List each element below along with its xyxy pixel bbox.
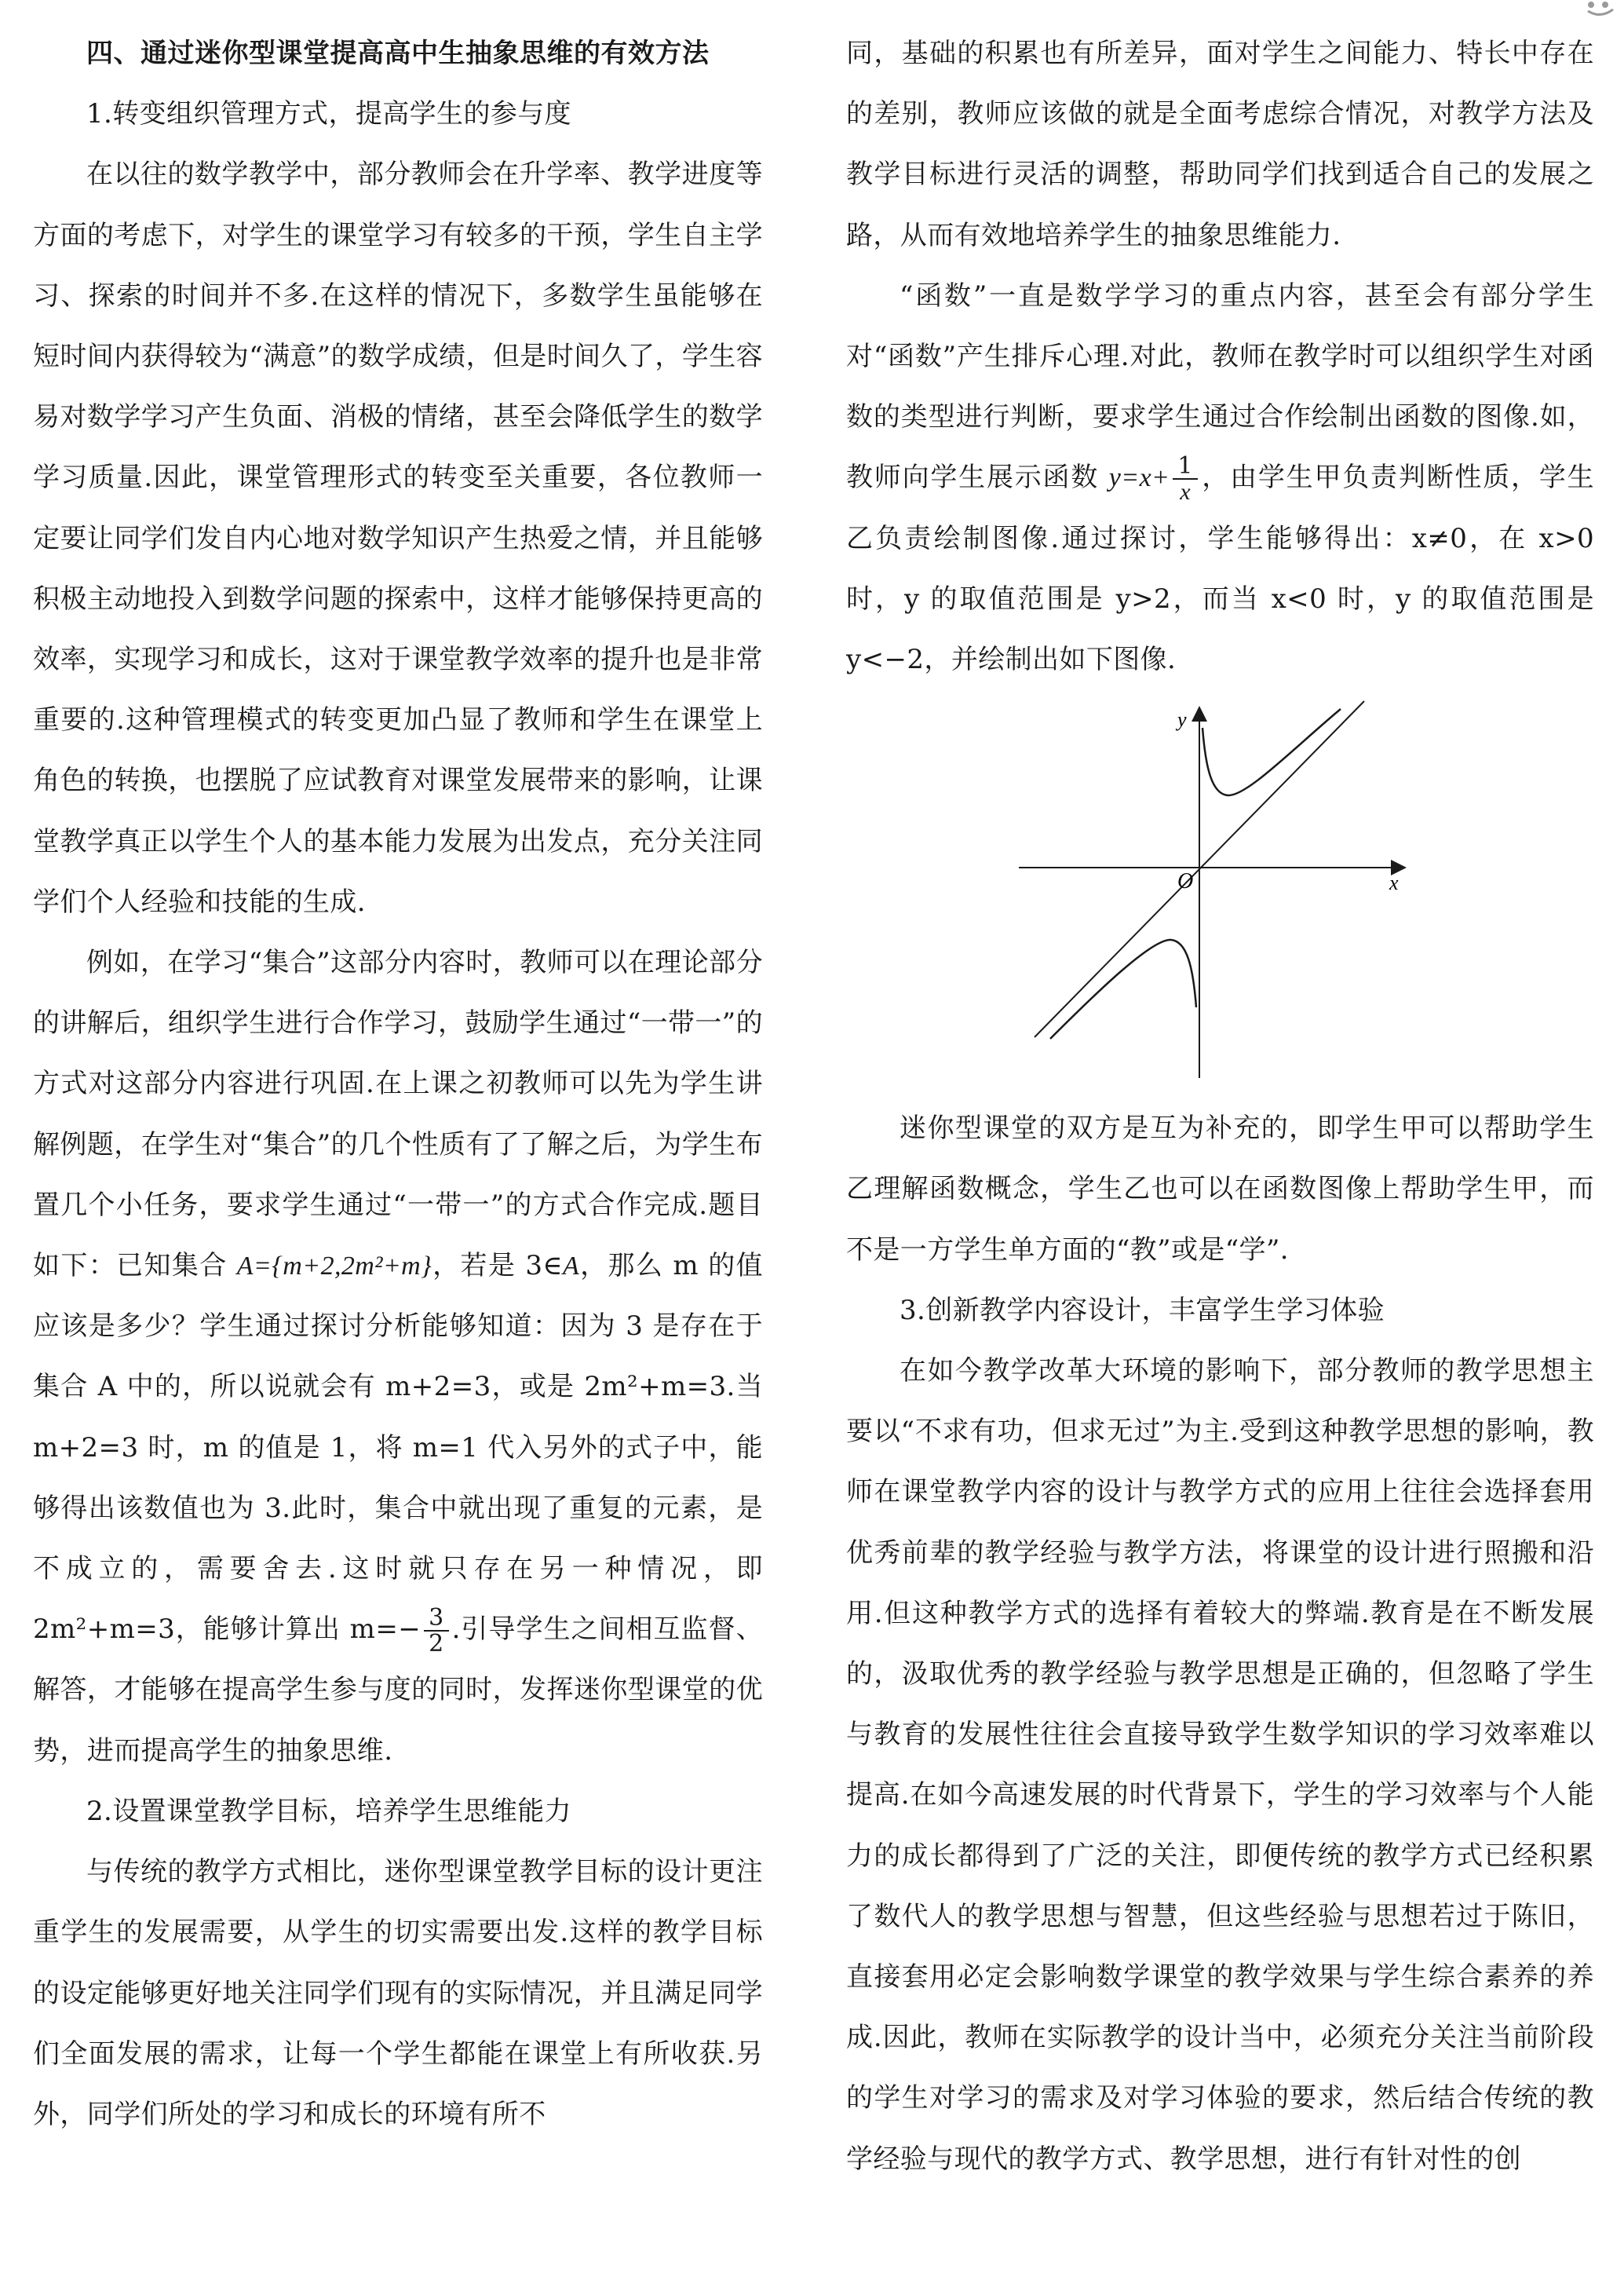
function-graph xyxy=(846,690,1594,1098)
function-graph-svg xyxy=(1011,693,1419,1086)
paragraph-5-text-a: “函数”一直是数学学习的重点内容，甚至会有部分学生对“函数”产生排斥心理.对此，教师在教学时可以组织学生对函数的类型进行判断，要求学生通过合作绘制出函数的图像.如，教师向学生展示函数 xyxy=(846,280,1594,494)
paragraph-3: 与传统的教学方式相比，迷你型课堂教学目标的设计更注重学生的发展需要，从学生的切实需要出发.这样的教学目标的设定能够更好地关注同学们现有的实际情况，并且满足同学们全面发展的需求，让每一个学生都能在课堂上有所收获.另外，同学们所处的学习和成长的环境有所不 xyxy=(33,1856,763,2130)
paragraph-4: 同，基础的积累也有所差异，面对学生之间能力、特长中存在的差别，教师应该做的就是全面考虑综合情况，对教学方法及教学目标进行灵活的调整，帮助同学们找到适合自己的发展之路，从而有效地培养学生的抽象思维能力. xyxy=(846,38,1594,251)
set-expression: A={m+2,2m²+m} xyxy=(236,1252,432,1281)
fraction-denominator: x xyxy=(1180,479,1192,506)
x-axis-label: x xyxy=(1389,872,1399,895)
origin-label: O xyxy=(1177,869,1194,894)
paragraph-5 xyxy=(846,266,1594,690)
paragraph-5-text-b: ，由学生甲负责判断性质，学生乙负责绘制图像.通过探讨，学生能够得出：x≠0，在 x>0 时，y 的取值范围是 y>2，而当 x<0 时，y 的取值范围是 y<−2，并绘制出如下图像. xyxy=(846,462,1594,676)
set-name: A xyxy=(562,1252,580,1281)
curve-left-branch xyxy=(1050,940,1196,1039)
paragraph-1: 在以往的数学教学中，部分教师会在升学率、教学进度等方面的考虑下，对学生的课堂学习有较多的干预，学生自主学习、探索的时间并不多.在这样的情况下，多数学生虽能够在短时间内获得较为“满意”的数学成绩，但是时间久了，学生容易对数学学习产生负面、消极的情绪，甚至会降低学生的数学学习质量.因此，课堂管理形式的转变至关重要，各位教师一定要让同学们发自内心地对数学知识产生热爱之情，并且能够积极主动地投入到数学问题的探索中，这样才能够保持更高的效率，实现学习和成长，这对于课堂教学效率的提升也是非常重要的.这种管理模式的转变更加凸显了教师和学生在课堂上角色的转换，也摆脱了应试教育对课堂发展带来的影响，让课堂教学真正以学生个人的基本能力发展为出发点，充分关注同学们个人经验和技能的生成. xyxy=(33,159,763,918)
fraction-numerator: 3 xyxy=(424,1606,449,1632)
fraction-denominator: 2 xyxy=(429,1630,444,1658)
curve-right-branch xyxy=(1202,709,1341,795)
subsection-3-title: 3.创新教学内容设计，丰富学生学习体验 xyxy=(900,1294,1385,1326)
section-title: 四、通过迷你型课堂提高高中生抽象思维的有效方法 xyxy=(86,38,710,69)
subsection-1-title: 1.转变组织管理方式，提高学生的参与度 xyxy=(86,98,572,130)
paragraph-2-text-d: ，那么 m 的值应该是多少？学生通过探讨分析能够知道：因为 3 是存在于集合 A 中的，所以说就会有 m+2=3，或是 2m²+m=3.当 m+2=3 时，m 的值是 1，将 m=1 代入另外的式子中，能够得出该数值也为 3.此时，集合中就出现了重复的元素，是不成立的，需要舍去.这时就只存在另一种情况，即 2m²+m=3，能够计算出 m=− xyxy=(33,1250,763,1646)
y-axis-label: y xyxy=(1177,708,1187,732)
paragraph-6: 迷你型课堂的双方是互为补充的，即学生甲可以帮助学生乙理解函数概念，学生乙也可以在函数图像上帮助学生甲，而不是一方学生单方面的“教”或是“学”. xyxy=(846,1113,1594,1266)
fraction-one-over-x xyxy=(1173,451,1198,506)
paragraph-2-text-e: .引导学生之间相互监督、解答，才能够在提高学生参与度的同时，发挥迷你型课堂的优势，进而提高学生的抽象思维. xyxy=(33,1613,763,1767)
left-column xyxy=(33,24,763,2145)
right-column xyxy=(846,24,1594,2190)
paragraph-7: 在如今教学改革大环境的影响下，部分教师的教学思想主要以“不求有功，但求无过”为主.受到这种教学思想的影响，教师在课堂教学内容的设计与教学方式的应用上往往会选择套用优秀前辈的教学经验与教学方法，将课堂的设计进行照搬和沿用.但这种教学方式的选择有着较大的弊端.教育是在不断发展的，汲取优秀的教学经验与教学思想是正确的，但忽略了学生与教育的发展性往往会直接导致学生数学知识的学习效率难以提高.在如今高速发展的时代背景下，学生的学习效率与个人能力的成长都得到了广泛的关注，即便传统的教学方式已经积累了数代人的教学思想与智慧，但这些经验与思想若过于陈旧，直接套用必定会影响数学课堂的教学效果与学生综合素养的养成.因此，教师在实际教学的设计当中，必须充分关注当前阶段的学生对学习的需求及对学习体验的要求，然后结合传统的教学经验与现代的教学方式、教学思想，进行有针对性的创 xyxy=(846,1355,1594,2175)
paragraph-2-text-b: ，若是 3∈ xyxy=(432,1250,563,1282)
subsection-2-title: 2.设置课堂教学目标，培养学生思维能力 xyxy=(86,1795,572,1827)
paragraph-2-text-a: 例如，在学习“集合”这部分内容时，教师可以在理论部分的讲解后，组织学生进行合作学习，鼓励学生通过“一带一”的方式对这部分内容进行巩固.在上课之初教师可以先为学生讲解例题，在学生对“集合”的几个性质有了了解之后，为学生布置几个小任务，要求学生通过“一带一”的方式合作完成.题目如下：已知集合 xyxy=(33,947,763,1282)
paragraph-2 xyxy=(33,933,763,1782)
function-expression: y=x+ xyxy=(1108,463,1170,493)
fraction-numerator: 1 xyxy=(1173,454,1198,481)
corner-decoration-icon xyxy=(1585,0,1616,17)
fraction-three-halves xyxy=(424,1603,449,1658)
